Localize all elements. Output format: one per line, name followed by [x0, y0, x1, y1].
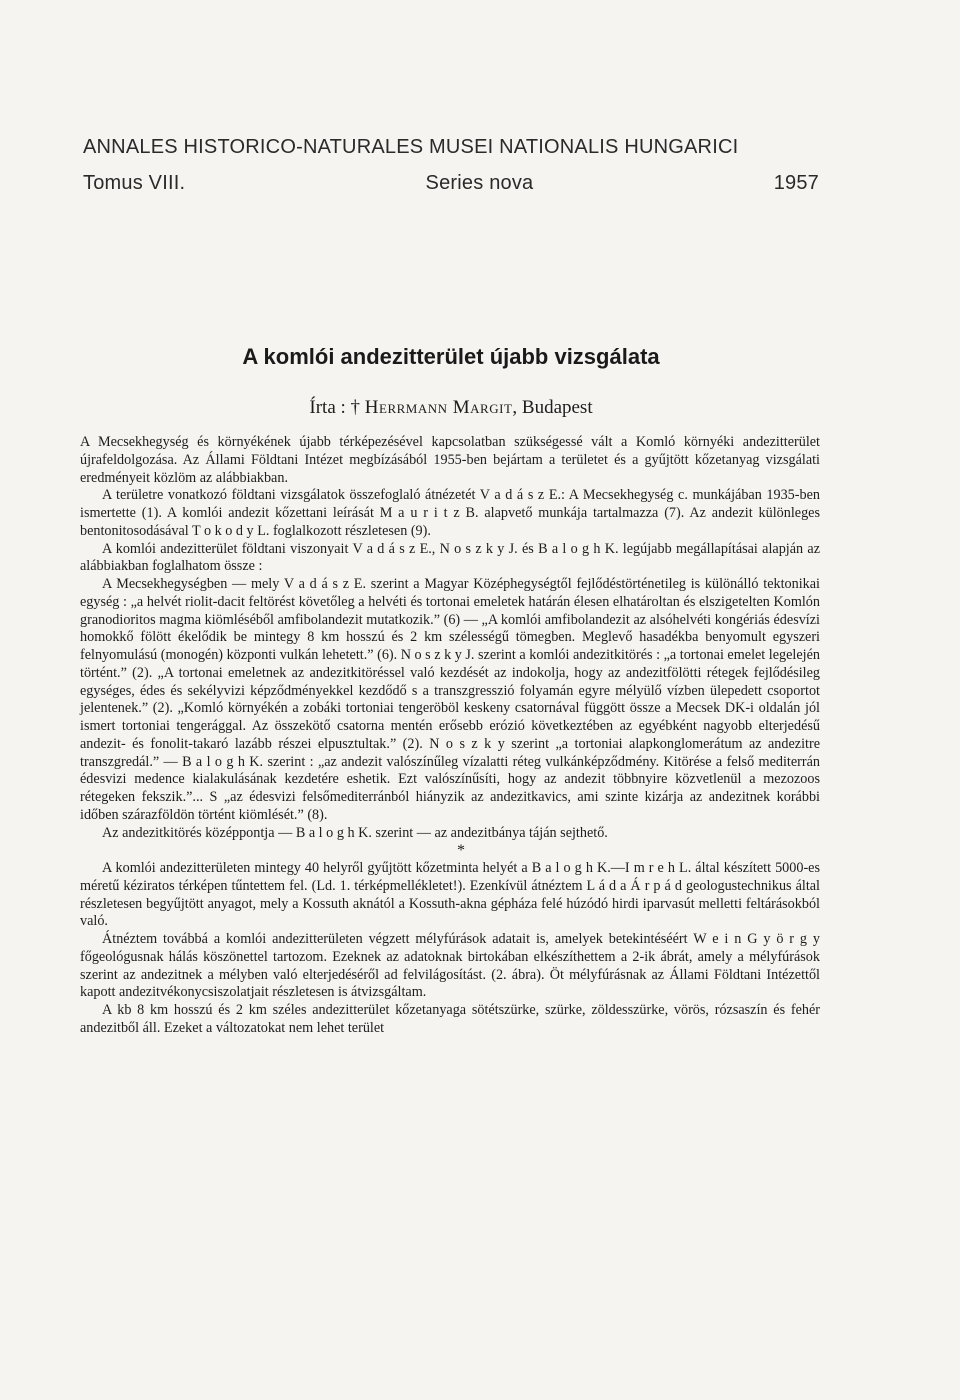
- paragraph-8: A kb 8 km hosszú és 2 km széles andezitterület kőzetanyaga sötétszürke, szürke, zöldesszürke, vörös, rózsaszín és fehér andezitből áll. Ezeket a változatokat nem lehet terület: [80, 1002, 820, 1036]
- article-title: A komlói andezitterület újabb vizsgálata: [242, 344, 660, 369]
- article-body: [80, 434, 820, 1038]
- paragraph-6: A komlói andezitterületen mintegy 40 helyről gyűjtött kőzetminta helyét a B a l o g h K.—I m r e h L. által készített 5000-es méretű kéziratos térképen tűntettem fel. (Ld. 1. térképmellékletet!). Ezenkívül átnéztem L á d a Á r p á d geologustechnikus által részletesen begyűjtött anyagot, mely a Kossuth aknától a Kossuth-akna gépháza felé húzódó hirdi iparvasút melletti feltárásokból való.: [80, 860, 820, 930]
- paragraph-2: A területre vonatkozó földtani vizsgálatok összefoglaló átnézetét V a d á s z E.: A Mecsekhegység c. munkájában 1935-ben ismertette (1). A komlói andezit kőzettani leírását M a u r i t z B. alapvető munkája tartalmazza (7). Az andezit különleges bentonitosodásával T o k o d y L. foglalkozott részletesen (9).: [80, 487, 820, 539]
- byline: [83, 397, 819, 419]
- section-separator: *: [457, 842, 465, 860]
- author-name: Herrmann Margit: [364, 397, 513, 418]
- paragraph-5: Az andezitkitörés középpontja — B a l o g h K. szerint — az andezitbánya táján sejthető.: [102, 824, 608, 841]
- byline-suffix: , Budapest: [512, 397, 593, 418]
- journal-issue-line: [83, 172, 819, 195]
- paragraph-7: Átnéztem továbbá a komlói andezitterületen végzett mélyfúrások adatait is, amelyek betekintéséért W e i n G y ö r g y főgeológusnak hálás köszönettel tartozom. Ezeknek az adatoknak birtokában elkészíthettem a 2-ik ábrát, amely a mélyfúrások szerint az andezitnek a mélyben való elterjedéséről ad felvilágosítást. (2. ábra). Öt mélyfúrásnak az Állami Földtani Intézettől kapott andezitvékonycsiszolatjait részletesen is átvizsgáltam.: [80, 931, 820, 1001]
- journal-name: ANNALES HISTORICO-NATURALES MUSEI NATIONALIS HUNGARICI: [83, 136, 739, 158]
- volume: Tomus VIII.: [83, 172, 186, 194]
- paragraph-4: A Mecsekhegységben — mely V a d á s z E. szerint a Magyar Középhegységtől fejlődéstörténetileg is különálló tektonikai egység : „a helvét riolit-dacit feltörést követőleg a helvéti és tortonai emeletek határán élesen elhatároltan és elszigetelten Komlón granodioritos magma kiömléséből amfibolandezit mutatkozik.” (6) — „A komlói amfibolandezit az alsóhelvéti kongériás édesvízi homokkő fölött ékelődik be mintegy 8 km hosszú és 2 km szélességű tömegben. Meglevő hasadékba benyomult egyszeri felnyomulású (monogén) központi vulkán lehetett.” (6). N o s z k y J. szerint a komlói andezitkitörés : „a tortonai emelet legelején történt.” (2). „A tortonai emeletnek az andezitkitöréssel való kezdését az indokolja, hogy az andezitfölötti rétegek fejlődésileg egységes, édes és sekélyvizi képződményekkel kezdődő s a transzgresszió folyamán egyre mélyülő vízben ülepedett csoportot jelentenek.” (2). „Komló környékén a zobáki tortoniai tengeröböl keskeny csatornával függött össze a Mecsek DK-i oldalán jól ismert tortoniai tengerággal. Az összekötő csatorna mentén erősebb erózió következtében az egyébként nagyobb elterjedésű andezit- és fonolit-takaró lazább részei elpusztultak.” (2). N o s z k y szerint „a tortoniai alapkonglomerátum az andezitre transzgredál.” — B a l o g h K. szerint : „az andezit valószínűleg vízalatti réteg vulkánképződmény. Kitörése a felső mediterrán édesvizi medence kialakulásának kezdetére eshetik. Ezt valószínűsíti, hogy az andezit többnyire közvetlenül a mezozoos rétegeken fekszik.”... S „az édesvizi felsőmediterránból hiányzik az andezitkavics, ami szinte kizárja az andezitnek korábbi időben szárazföldön történt kiömlését.” (8).: [80, 576, 820, 823]
- year: 1957: [773, 172, 819, 194]
- byline-prefix: Írta : †: [309, 397, 365, 418]
- paragraph-1: A Mecsekhegység és környékének újabb térképezésével kapcsolatban szükségessé vált a Komló környéki andezitterület újrafeldolgozása. Az Állami Földtani Intézet megbízásából 1955-ben bejártam a területet és a gyűjtött kőzetanyag vizsgálati eredményeit közlöm az alábbiakban.: [80, 434, 820, 486]
- paragraph-3: A komlói andezitterület földtani viszonyait V a d á s z E., N o s z k y J. és B a l o g h K. legújabb megállapításai alapján az alábbiakban foglalhatom össze :: [80, 540, 820, 575]
- series: Series nova: [425, 172, 534, 194]
